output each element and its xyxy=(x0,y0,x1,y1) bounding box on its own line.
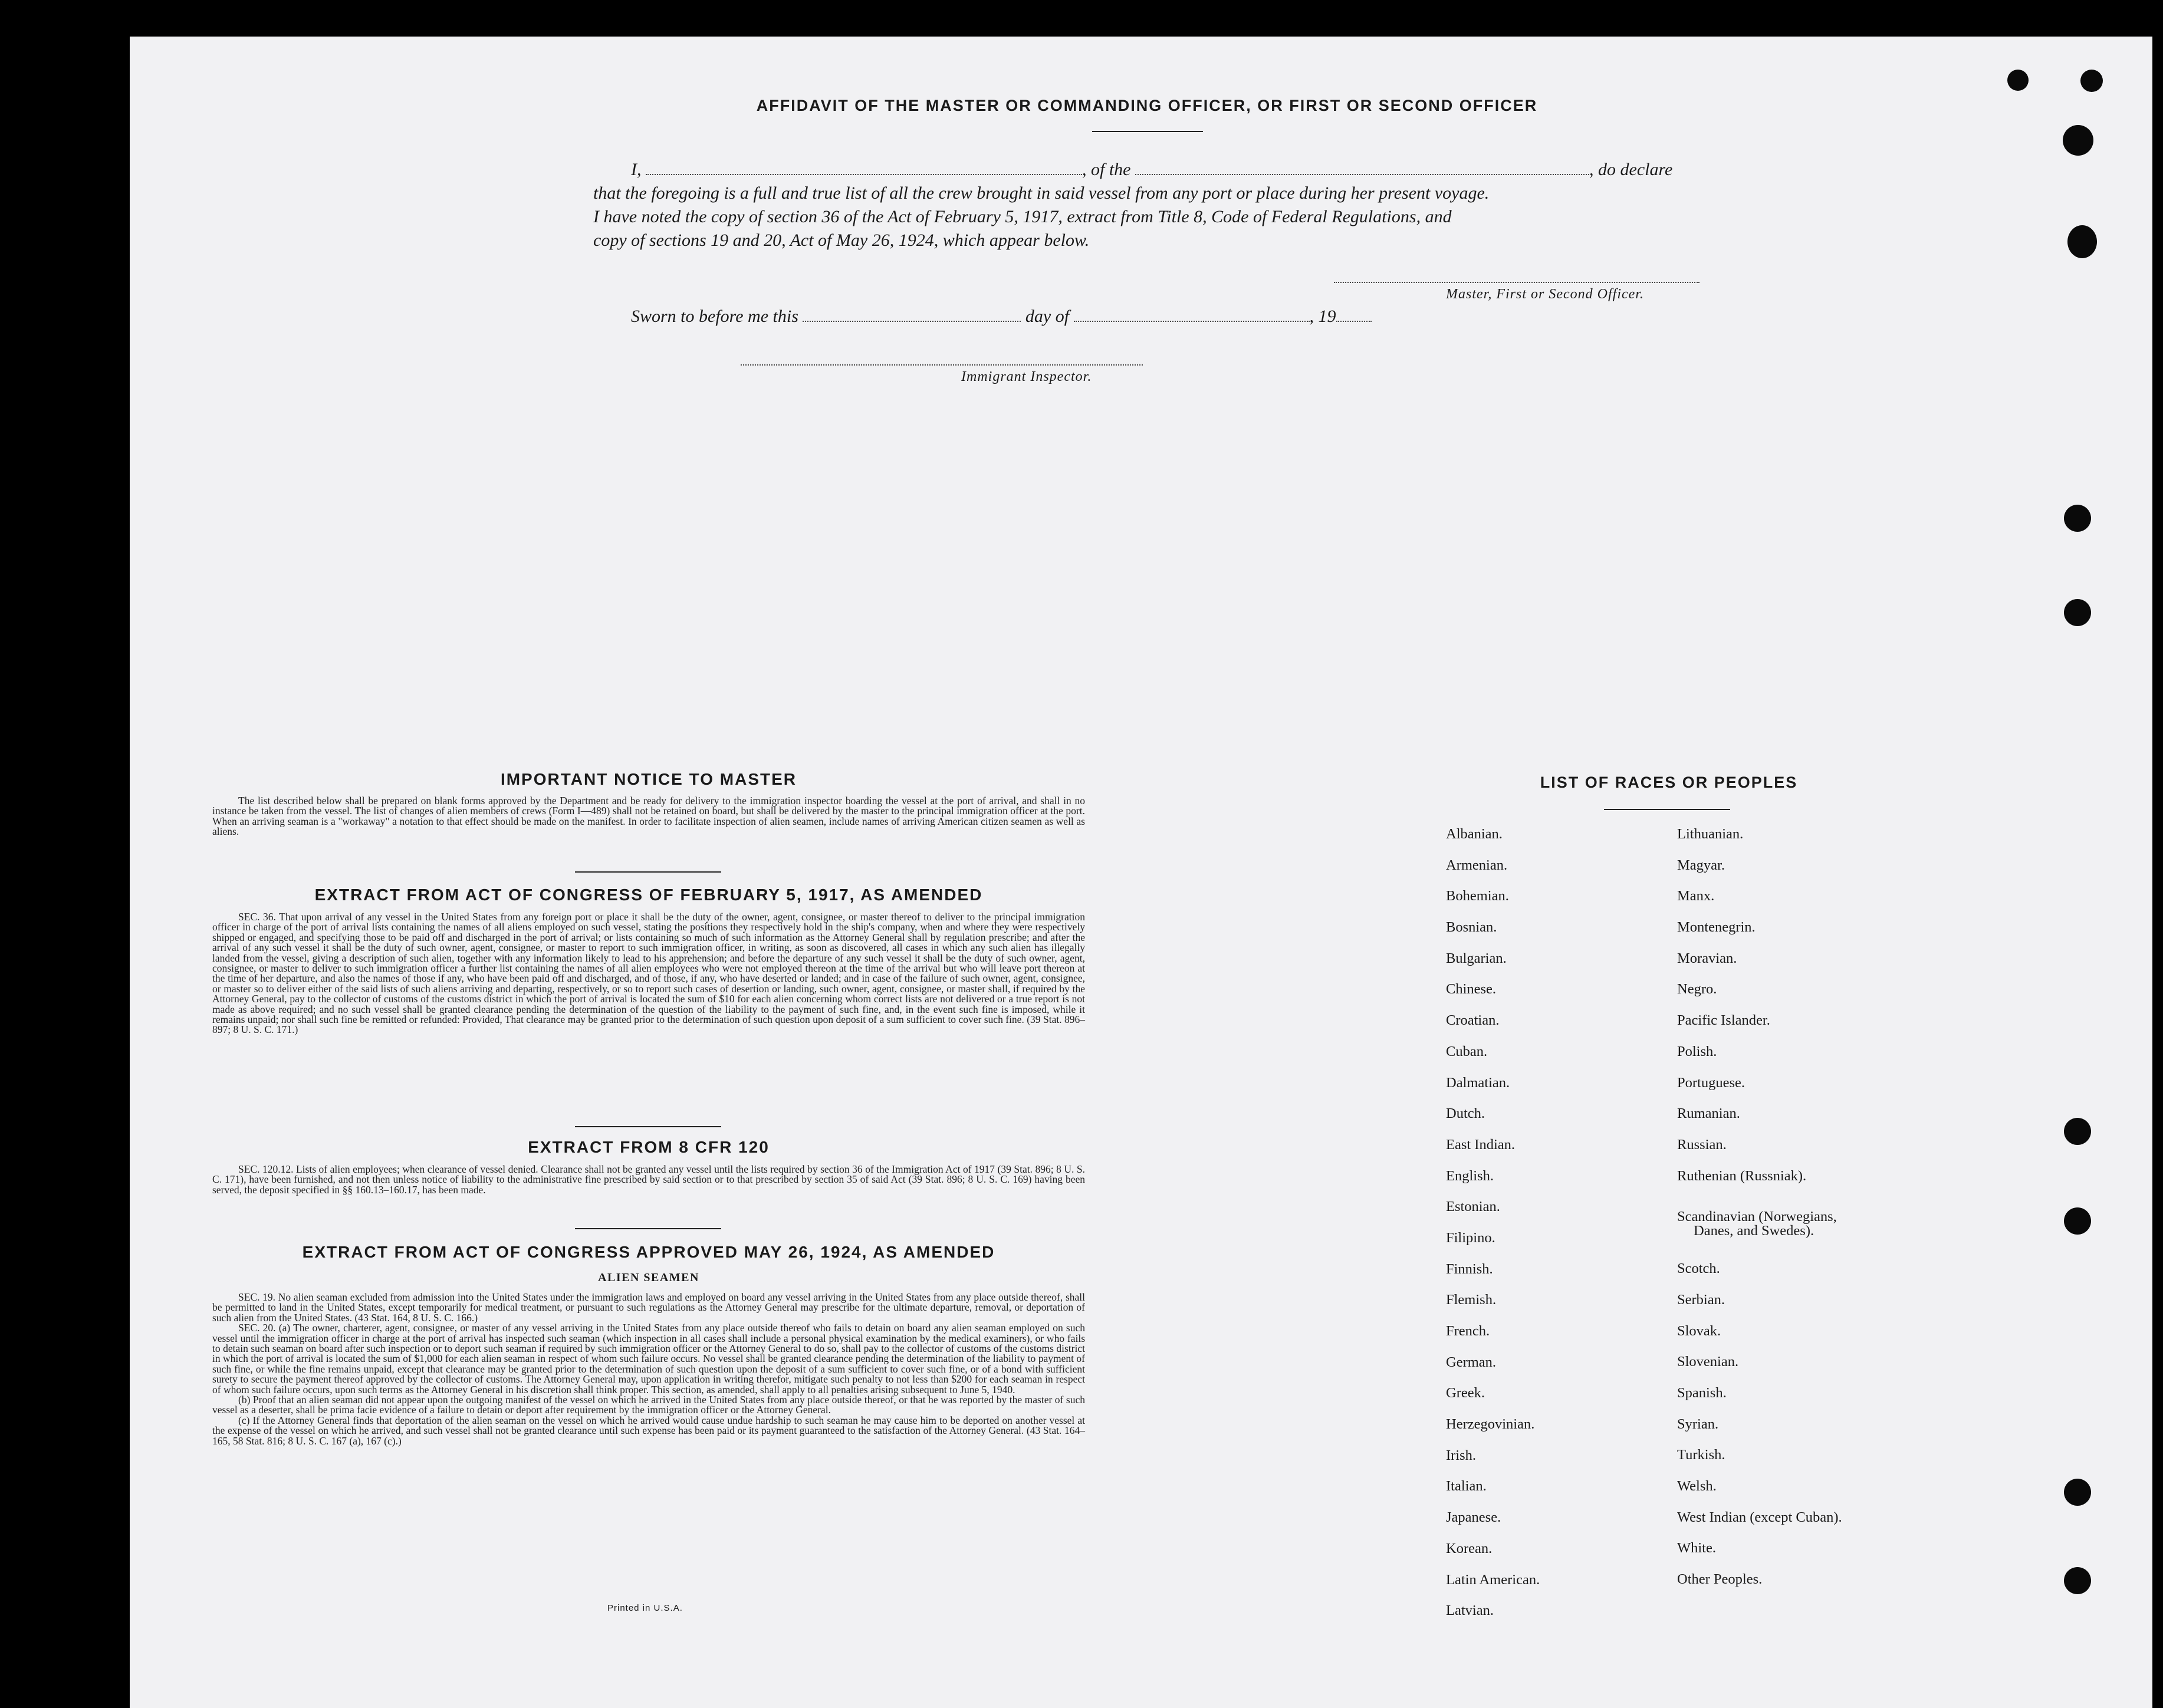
punch-hole xyxy=(2064,1479,2091,1506)
races-left-column xyxy=(1446,825,1540,1633)
race-item: Slovenian. xyxy=(1677,1354,1739,1370)
printed-in-usa: Printed in U.S.A. xyxy=(607,1603,683,1613)
affidavit-of-the: , of the xyxy=(1082,160,1131,179)
divider xyxy=(575,1228,721,1229)
sec-20c-paragraph: (c) If the Attorney General finds that deportation of the alien seaman on the vessel on which he arrived would cause undue hardship to such seaman he may cause him to be deported on another vessel at the expense of the vessel on which he arrived, and such vessel shall not be granted clearance until such expense has been paid or its payment guaranteed to the satisfaction of the Attorney General. (43 Stat. 164–165, 58 Stat. 816; 8 U. S. C. 167 (a), 167 (c).) xyxy=(212,1414,1085,1447)
race-item: Irish. xyxy=(1446,1447,1477,1463)
races-right-column xyxy=(1677,825,1842,1602)
race-item: Korean. xyxy=(1446,1540,1493,1556)
extract-1917-title: EXTRACT FROM ACT OF CONGRESS OF FEBRUARY 5, 1917, AS AMENDED xyxy=(314,886,983,904)
sworn-year: , 19 xyxy=(1309,307,1336,326)
extract-cfr-title: EXTRACT FROM 8 CFR 120 xyxy=(528,1138,770,1156)
race-item: Cuban. xyxy=(1446,1043,1488,1059)
race-item: Estonian. xyxy=(1446,1199,1500,1215)
race-item: Syrian. xyxy=(1677,1416,1719,1432)
name-blank[interactable] xyxy=(646,160,1082,175)
race-item: Spanish. xyxy=(1677,1385,1727,1401)
race-item: Ruthenian (Russniak). xyxy=(1677,1167,1807,1184)
punch-hole xyxy=(2064,1567,2091,1594)
affidavit-line-3: I have noted the copy of section 36 of the Act of February 5, 1917, extract from Title 8, Code of Federal Regulations, and xyxy=(593,207,1452,226)
punch-hole xyxy=(2064,599,2091,626)
affidavit-line-4: copy of sections 19 and 20, Act of May 26, 1924, which appear below. xyxy=(593,231,1090,250)
race-item: Polish. xyxy=(1677,1043,1717,1059)
alien-seamen-subtitle: ALIEN SEAMEN xyxy=(598,1271,699,1284)
extract-1924-title: EXTRACT FROM ACT OF CONGRESS APPROVED MAY 26, 1924, AS AMENDED xyxy=(302,1243,995,1261)
race-item: Scandinavian (Norwegians, xyxy=(1677,1209,1837,1225)
sworn-month-blank[interactable] xyxy=(1074,308,1310,322)
race-item: Lithuanian. xyxy=(1677,826,1744,842)
affidavit-do-declare: , do declare xyxy=(1589,160,1673,179)
race-item: Montenegrin. xyxy=(1677,919,1756,936)
race-item: Danes, and Swedes). xyxy=(1694,1223,1814,1239)
race-item: Dutch. xyxy=(1446,1105,1485,1122)
notice-text: The list described below shall be prepared on blank forms approved by the Department and be ready for delivery to the immigration inspector boarding the vessel at the port of arrival, and shall in no instance be taken from the vessel. The list of changes of alien members of crews (Form I—489) shall not be retained on board, but shall be delivered by the master to the principal immigration officer at the port. When an arriving seaman is a "workaway" a notation to that effect should be made on the manifest. In order to facilitate inspection of alien seamen, include names of arriving American citizen seamen as well as aliens. xyxy=(212,795,1085,838)
sworn-day-of: day of xyxy=(1025,307,1070,326)
race-item: Dalmatian. xyxy=(1446,1074,1510,1091)
affidavit-line-2: that the foregoing is a full and true list of all the crew brought in said vessel from any port or place during her present voyage. xyxy=(593,183,1490,203)
extract-cfr-text: SEC. 120.12. Lists of alien employees; when clearance of vessel denied. Clearance shall not be granted any vessel until the lists required by section 36 of the Immigration Act of 1917 (39 Stat. 896; 8 U. S. C. 171), have been furnished, and not then unless notice of liability to the administrative fine prescribed by said section or to that prescribed by section 35 of said Act (39 Stat. 896; 8 U. S. C. 169) having been served, the deposit specified in §§ 160.13–160.17, has been made. xyxy=(212,1163,1085,1196)
race-item: French. xyxy=(1446,1323,1490,1339)
race-item: Japanese. xyxy=(1446,1509,1501,1526)
divider xyxy=(575,871,721,873)
sworn-line xyxy=(631,307,1372,327)
punch-hole xyxy=(2063,125,2093,156)
vessel-blank[interactable] xyxy=(1135,160,1589,175)
punch-hole xyxy=(2064,505,2091,532)
punch-hole xyxy=(2067,225,2097,258)
race-item: Flemish. xyxy=(1446,1292,1497,1308)
race-item-scandinavian xyxy=(1677,1198,1842,1260)
race-item: Latin American. xyxy=(1446,1571,1540,1588)
race-item: Moravian. xyxy=(1677,950,1737,966)
race-item: Russian. xyxy=(1677,1136,1727,1153)
sworn-year-blank[interactable] xyxy=(1336,308,1372,322)
race-item: Manx. xyxy=(1677,888,1715,904)
sec-20a-paragraph: SEC. 20. (a) The owner, charterer, agent, consignee, or master of any vessel arriving in the United States from any place outside thereof who fails to detain on board any alien seaman employed on such vessel until the immigration officer in charge at the port of arrival has inspected such seaman (which inspection in all cases shall include a personal physical examination by the medical examiners), or who fails to detain such seaman on board after such inspection or to deport such seaman if required by such immigration officer or the Attorney General to do so, shall pay to the collector of customs of the customs district in which the port of arrival is located the sum of $1,000 for each alien seaman in respect of whom such failure occurs. No vessel shall be granted clearance pending the determination of the liability to payment of such fine, or while the fine remains unpaid, except that clearance may be granted prior to the determination of such question upon the deposit of a sum sufficient to cover such fine, or of a bond with sufficient surety to secure the payment thereof approved by the collector of customs. The Attorney General may, upon application in writing therefor, mitigate such penalty to not less than $200 for each seaman in respect of whom such failure occurs, upon such terms as the Attorney General in his discretion shall think proper. This section, as amended, shall apply to all penalties arising subsequent to June 5, 1940. xyxy=(212,1322,1085,1396)
race-item: Albanian. xyxy=(1446,826,1503,842)
divider xyxy=(1604,809,1730,810)
race-item: Rumanian. xyxy=(1677,1105,1740,1122)
form-page xyxy=(130,37,2152,1708)
race-item: Latvian. xyxy=(1446,1602,1494,1619)
extract-1924-text xyxy=(212,1292,1085,1446)
race-item: Finnish. xyxy=(1446,1261,1493,1277)
punch-hole xyxy=(2007,70,2029,91)
race-item: East Indian. xyxy=(1446,1136,1516,1153)
race-item: Armenian. xyxy=(1446,857,1508,873)
punch-hole xyxy=(2064,1207,2091,1235)
inspector-signature-line[interactable] xyxy=(741,364,1143,366)
race-item: Greek. xyxy=(1446,1385,1485,1401)
race-item: English. xyxy=(1446,1167,1494,1184)
race-item: Magyar. xyxy=(1677,857,1725,873)
race-item: Croatian. xyxy=(1446,1012,1500,1029)
sec-20b-paragraph: (b) Proof that an alien seaman did not appear upon the outgoing manifest of the vessel on which he arrived in the United States from any place outside thereof, or that he was reported by the master of such vessel as a deserter, shall be prima facie evidence of a failure to detain or deport after requirement by the immigration officer or the Attorney General. xyxy=(212,1394,1085,1416)
master-signature-label: Master, First or Second Officer. xyxy=(1446,287,1644,302)
race-item: West Indian (except Cuban). xyxy=(1677,1509,1842,1525)
race-item: Bohemian. xyxy=(1446,888,1509,904)
race-item: Turkish. xyxy=(1677,1447,1725,1463)
punch-hole xyxy=(2080,70,2103,92)
affidavit-declaration xyxy=(593,158,1702,252)
race-item: Serbian. xyxy=(1677,1291,1725,1308)
extract-1917-text: SEC. 36. That upon arrival of any vessel in the United States from any foreign port or place it shall be the duty of the owner, agent, consignee, or master thereof to deliver to the principal immigration officer in charge of the port of arrival lists containing the names of all aliens employed on such vessel, stating the positions they respectively hold in the ship's company, when and where they were respectively shipped or engaged, and specifying those to be paid off and discharged in the port of arrival; or lists containing so much of such information as the Attorney General shall by regulation prescribe; and after the arrival of any such vessel it shall be the duty of such owner, agent, consignee, or master to report to such immigration officer, in writing, as soon as discovered, all cases in which any such alien has illegally landed from the vessel, giving a description of such alien, together with any information likely to lead to his apprehension; and before the departure of any such vessel it shall be the duty of such owner, agent, consignee, or master to deliver to such immigration officer a further list containing the names of all alien employees who were not employed thereon at the time of the arrival but who will leave port thereon at the time of her departure, and also the names of those if any, who have been paid off and discharged, and of those, if any, who have deserted or landed; and in case of the failure of such owner, agent, consignee, or master so to deliver either of the said lists of such aliens arriving and departing, respectively, or so to report such cases of desertion or landing, such owner, agent, consignee, or master shall, if required by the Attorney General, pay to the collector of customs of the customs district in which the port of arrival is located the sum of $10 for each alien concerning whom correct lists are not delivered or a true report is not made as above required; and no such vessel shall be granted clearance pending the determination of the question of the liability to the payment of such fine, and, in the event such fine is imposed, while it remains unpaid; nor shall such fine be remitted or refunded: Provided, That clearance may be granted prior to the determination of such question upon deposit of a sum sufficient to cover such fine. (39 Stat. 896–897; 8 U. S. C. 171.) xyxy=(212,911,1085,1036)
race-item: Other Peoples. xyxy=(1677,1571,1763,1588)
race-item: White. xyxy=(1677,1540,1716,1556)
race-item: Chinese. xyxy=(1446,981,1497,998)
notice-title: IMPORTANT NOTICE TO MASTER xyxy=(500,770,797,788)
divider xyxy=(575,1126,721,1127)
race-item: German. xyxy=(1446,1354,1497,1370)
affidavit-i: I, xyxy=(631,160,642,179)
race-item: Herzegovinian. xyxy=(1446,1416,1535,1433)
master-signature-line[interactable] xyxy=(1334,282,1699,283)
punch-hole xyxy=(2064,1118,2091,1145)
sworn-prefix: Sworn to before me this xyxy=(631,307,798,326)
inspector-signature-label: Immigrant Inspector. xyxy=(961,369,1092,384)
race-item: Italian. xyxy=(1446,1478,1487,1495)
races-title: LIST OF RACES OR PEOPLES xyxy=(1540,774,1798,791)
race-item: Slovak. xyxy=(1677,1322,1721,1339)
race-item: Bosnian. xyxy=(1446,919,1497,936)
affidavit-title: AFFIDAVIT OF THE MASTER OR COMMANDING OFFICER, OR FIRST OR SECOND OFFICER xyxy=(756,97,1538,114)
sec-19-paragraph: SEC. 19. No alien seaman excluded from admission into the United States under the immigration laws and employed on board any vessel arriving in the United States from any place outside thereof, shall be permitted to land in the United States, except temporarily for medical treatment, or pursuant to such regulations as the Attorney General may prescribe for the ultimate departure, removal, or deportation of such alien from the United States. (43 Stat. 164, 8 U. S. C. 166.) xyxy=(212,1291,1085,1324)
race-item: Scotch. xyxy=(1677,1261,1720,1277)
divider xyxy=(1092,131,1203,132)
race-item: Filipino. xyxy=(1446,1229,1495,1246)
race-item: Pacific Islander. xyxy=(1677,1012,1770,1029)
race-item: Bulgarian. xyxy=(1446,950,1507,966)
affidavit-line-1 xyxy=(593,158,1702,182)
race-item: Portuguese. xyxy=(1677,1074,1745,1091)
race-item: Welsh. xyxy=(1677,1478,1717,1495)
sworn-date-blank[interactable] xyxy=(803,308,1021,322)
race-item: Negro. xyxy=(1677,981,1717,998)
